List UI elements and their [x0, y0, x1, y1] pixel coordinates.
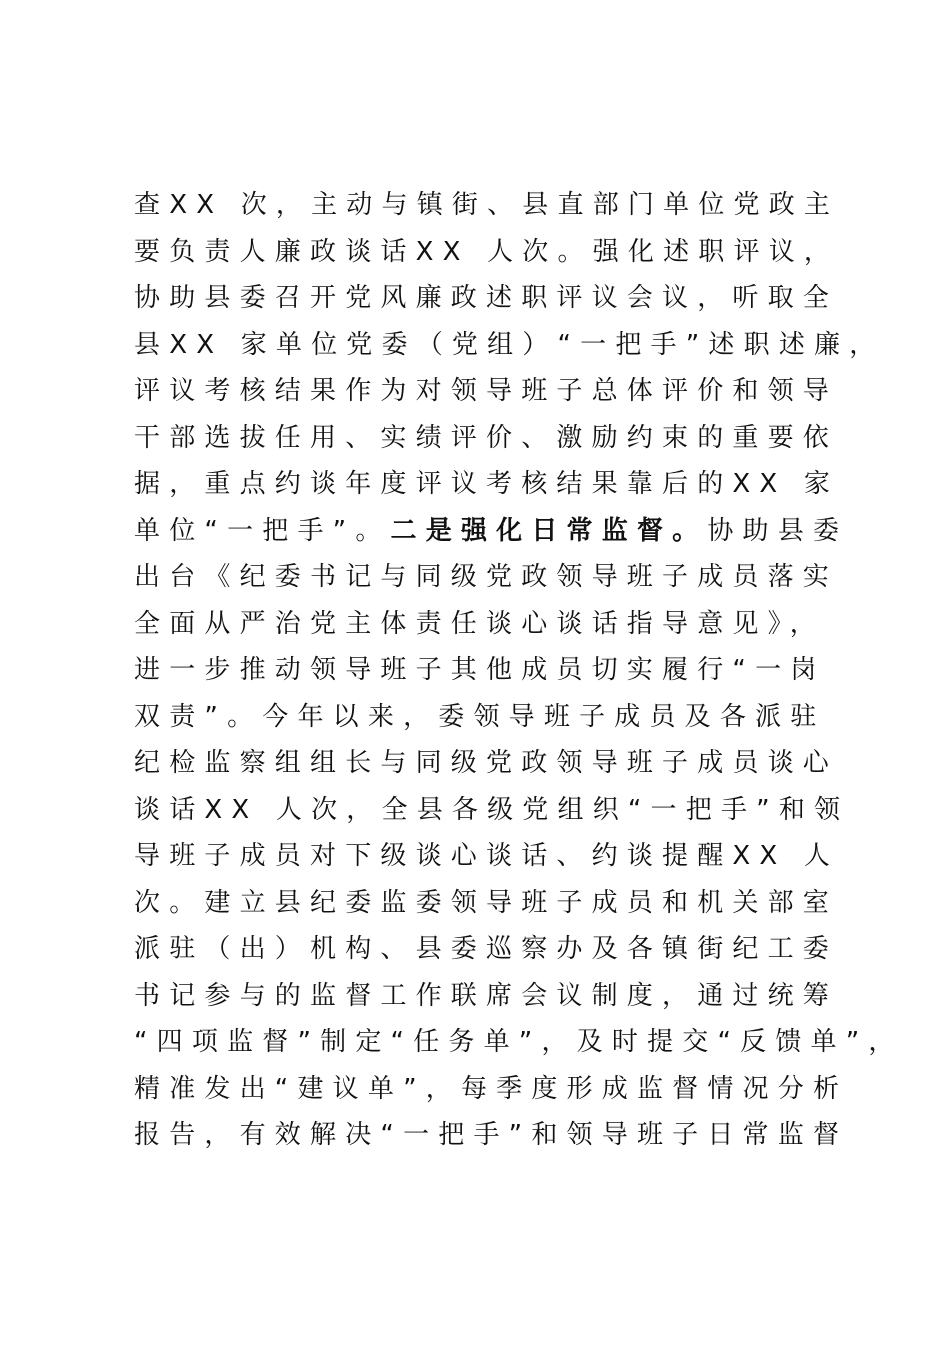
line-text: 导班子成员对下级谈心谈话、约谈提醒XX 人	[134, 841, 840, 871]
line-text: 谈话XX 人次，全县各级党组织“一把手”和领	[134, 794, 850, 825]
line-text: 查XX 次，主动与镇街、县直部门单位党政主	[134, 190, 840, 220]
text-line	[134, 508, 849, 555]
text-line	[134, 415, 839, 462]
line-text: 协助县委	[707, 515, 849, 546]
line-text: “四项监督”制定“任务单”，及时提交“反馈单”，	[134, 1027, 904, 1057]
line-text: 派驻（出）机构、县委巡察办及各镇街纪工委	[134, 934, 839, 964]
text-line	[134, 1112, 849, 1159]
text-line	[134, 926, 839, 973]
line-text: 协助县委召开党风廉政述职评议会议，听取全	[134, 283, 839, 313]
bold-heading-text: 二是强化日常监督。	[390, 515, 708, 546]
line-text: 全面从严治党主体责任谈心谈话指导意见》，	[134, 608, 826, 639]
text-line	[134, 973, 839, 1020]
text-line	[134, 880, 839, 927]
text-line	[134, 740, 839, 787]
text-line	[134, 275, 839, 322]
text-line	[134, 368, 839, 415]
text-line	[134, 461, 840, 508]
line-text: 单位“一把手”。	[134, 515, 391, 546]
text-line	[134, 1066, 849, 1113]
line-text: 干部选拔任用、实绩评价、激励约束的重要依	[134, 422, 839, 453]
text-line	[134, 601, 834, 648]
line-text: 要负责人廉政谈话XX 人次。强化述职评议，	[134, 236, 840, 267]
line-text: 书记参与的监督工作联席会议制度，通过统筹	[134, 980, 839, 1011]
text-line	[134, 787, 850, 834]
text-line	[134, 833, 840, 880]
line-text: 双责”。今年以来，委领导班子成员及各派驻	[134, 701, 826, 732]
line-text: 报告，有效解决“一把手”和领导班子日常监督	[134, 1120, 849, 1150]
line-text: 县XX 家单位党委（党组）“一把手”述职述廉，	[134, 329, 885, 360]
line-text: 据，重点约谈年度评议考核结果靠后的XX 家	[134, 469, 840, 499]
body-paragraph	[134, 182, 904, 1159]
text-line	[134, 322, 885, 369]
text-line	[134, 182, 840, 229]
text-line	[134, 554, 839, 601]
line-text: 进一步推动领导班子其他成员切实履行“一岗	[134, 655, 826, 685]
text-line	[134, 694, 834, 741]
line-text: 纪检监察组组长与同级党政领导班子成员谈心	[134, 748, 839, 778]
line-text: 出台《纪委书记与同级党政领导班子成员落实	[134, 562, 839, 592]
line-text: 评议考核结果作为对领导班子总体评价和领导	[134, 376, 839, 406]
line-text: 精准发出“建议单”，每季度形成监督情况分析	[134, 1073, 849, 1104]
text-line	[134, 647, 834, 694]
text-line	[134, 229, 840, 276]
line-text: 次。建立县纪委监委领导班子成员和机关部室	[134, 887, 839, 918]
text-line	[134, 1019, 904, 1066]
